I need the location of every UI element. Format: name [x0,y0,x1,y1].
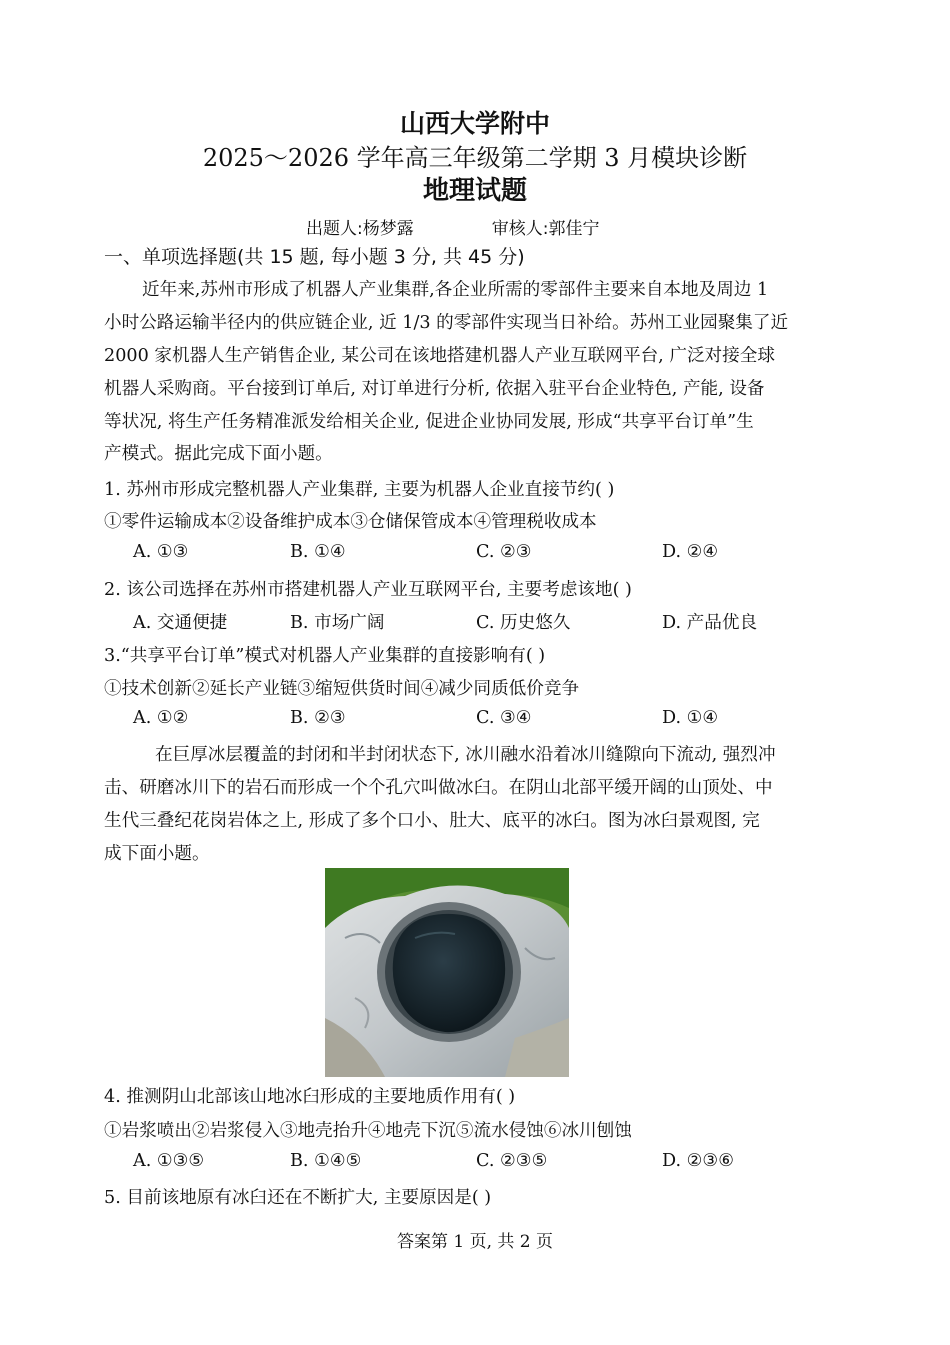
passage-2-line: 成下面小题。 [104,844,210,864]
passage-1-line: 等状况, 将生产任务精准派发给相关企业, 促进企业协同发展, 形成“共享平台订单”生 [104,412,754,432]
question-3-option-d: D. ①④ [662,708,719,728]
question-3-option-a: A. ①② [133,708,189,728]
question-2-option-b: B. 市场广阔 [290,613,385,633]
authors-line [306,214,599,239]
question-3-option-c: C. ③④ [476,708,532,728]
reviewer: 审核人:郭佳宁 [491,219,600,239]
section-heading: 一、单项选择题(共 15 题, 每小题 3 分, 共 45 分) [104,246,525,268]
question-4-option-d: D. ②③⑥ [662,1151,734,1171]
passage-2-line: 击、研磨冰川下的岩石而形成一个个孔穴叫做冰臼。在阴山北部平缓开阔的山顶处、中 [104,778,773,798]
question-3-option-b: B. ②③ [290,708,346,728]
question-1-items: ①零件运输成本②设备维护成本③仓储保管成本④管理税收成本 [104,512,597,532]
glacial-pothole-photo [325,868,569,1077]
passage-1-line: 近年来,苏州市形成了机器人产业集群,各企业所需的零部件主要来自本地及周边 1 [142,280,769,300]
question-3-stem: 3.“共享平台订单”模式对机器人产业集群的直接影响有( ) [104,646,546,666]
question-2-option-d: D. 产品优良 [662,613,758,633]
page-footer: 答案第 1 页, 共 2 页 [396,1232,554,1252]
author: 出题人:杨梦露 [306,219,414,239]
question-1-option-b: B. ①④ [290,542,346,562]
passage-1-line: 2000 家机器人生产销售企业, 某公司在该地搭建机器人产业互联网平台, 广泛对接全球 [104,346,775,366]
question-5-stem: 5. 目前该地原有冰臼还在不断扩大, 主要原因是( ) [104,1188,492,1208]
question-3-items: ①技术创新②延长产业链③缩短供货时间④减少同质低价竞争 [104,679,580,699]
question-1-option-c: C. ②③ [476,542,532,562]
question-2-stem: 2. 该公司选择在苏州市搭建机器人产业互联网平台, 主要考虑该地( ) [104,580,632,600]
question-4-option-c: C. ②③⑤ [476,1151,548,1171]
question-4-stem: 4. 推测阴山北部该山地冰臼形成的主要地质作用有( ) [104,1087,516,1107]
question-4-option-b: B. ①④⑤ [290,1151,362,1171]
question-1-option-d: D. ②④ [662,542,719,562]
question-1-stem: 1. 苏州市形成完整机器人产业集群, 主要为机器人企业直接节约( ) [104,480,615,500]
passage-2-line: 生代三叠纪花岗岩体之上, 形成了多个口小、肚大、底平的冰臼。图为冰臼景观图, 完 [104,811,760,831]
question-4-option-a: A. ①③⑤ [133,1151,205,1171]
passage-1-line: 产模式。据此完成下面小题。 [104,444,333,464]
question-2-option-c: C. 历史悠久 [476,613,571,633]
passage-1-line: 机器人采购商。平台接到订单后, 对订单进行分析, 依据入驻平台企业特色, 产能, 设备 [104,379,765,399]
passage-2-line: 在巨厚冰层覆盖的封闭和半封闭状态下, 冰川融水沿着冰川缝隙向下流动, 强烈冲 [155,745,776,765]
school-name: 山西大学附中 [399,109,550,138]
passage-1-line: 小时公路运输半径内的供应链企业, 近 1/3 的零部件实现当日补给。苏州工业园聚集了近 [104,313,789,333]
question-2-option-a: A. 交通便捷 [133,613,228,633]
question-4-items: ①岩浆喷出②岩浆侵入③地壳抬升④地壳下沉⑤流水侵蚀⑥冰川刨蚀 [104,1121,632,1141]
exam-term: 2025～2026 学年高三年级第二学期 3 月模块诊断 [202,144,748,172]
question-1-option-a: A. ①③ [133,542,189,562]
exam-subject: 地理试题 [422,176,527,206]
